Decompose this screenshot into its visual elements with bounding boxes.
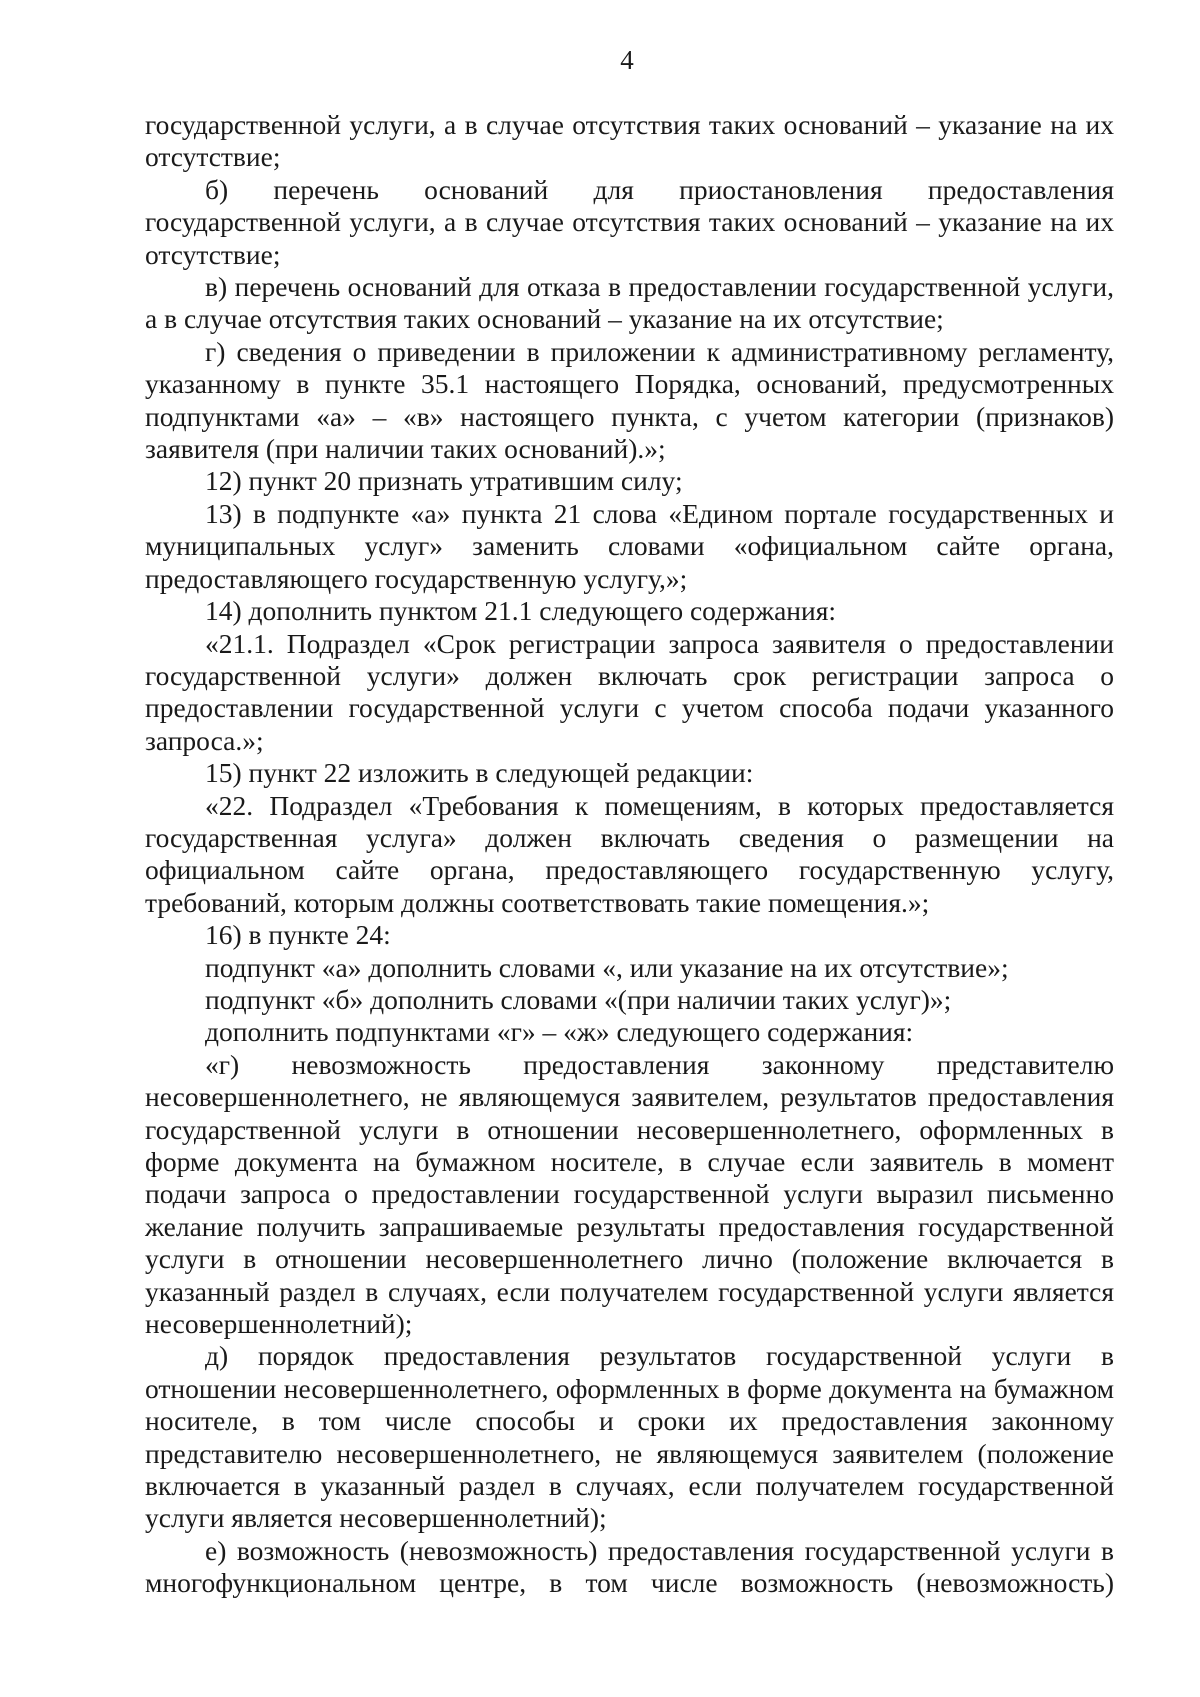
paragraph: «22. Подраздел «Требования к помещениям, в которых предоставляется государственная услуга» должен включать сведения о размещении на официальном сайте органа, предоставляющего государственную услугу, требований, которым должны соответствовать такие помещения.»;: [145, 789, 1114, 918]
paragraph: дополнить подпунктами «г» – «ж» следующего содержания:: [205, 1016, 914, 1048]
paragraph: в) перечень оснований для отказа в предоставлении государственной услуги, а в случае отсутствия таких оснований – указание на их отсутствие;: [145, 271, 1114, 335]
paragraph: 14) дополнить пунктом 21.1 следующего содержания:: [205, 595, 837, 627]
paragraph: 13) в подпункте «а» пункта 21 слова «Едином портале государственных и муниципальных услуг» заменить словами «официальном сайте органа, предоставляющего государственную услугу,»;: [145, 497, 1114, 594]
paragraph: государственной услуги, а в случае отсутствия таких оснований – указание на их отсутствие;: [145, 109, 1114, 173]
paragraph: «г) невозможность предоставления законному представителю несовершеннолетнего, не являющемуся заявителем, результатов предоставления государственной услуги в отношении несовершеннолетнего, оформленных в форме документа на бумажном носителе, в случае если заявитель в момент подачи запроса о предоставлении государственной услуги выразил письменно желание получить запрашиваемые результаты предоставления государственной услуги в отношении несовершеннолетнего лично (положение включается в указанный раздел в случаях, если получателем государственной услуги является несовершеннолетний);: [145, 1048, 1114, 1340]
paragraph: 15) пункт 22 изложить в следующей редакции:: [205, 757, 754, 789]
paragraph: «21.1. Подраздел «Срок регистрации запроса заявителя о предоставлении государственной услуги» должен включать срок регистрации запроса о предоставлении государственной услуги с учетом способа подачи указанного запроса.»;: [145, 627, 1114, 756]
paragraph: б) перечень оснований для приостановления предоставления государственной услуги, а в случае отсутствия таких оснований – указание на их отсутствие;: [145, 173, 1114, 270]
paragraph: 12) пункт 20 признать утратившим силу;: [205, 465, 683, 497]
paragraph: г) сведения о приведении в приложении к административному регламенту, указанному в пункте 35.1 настоящего Порядка, оснований, предусмотренных подпунктами «а» – «в» настоящего пункта, с учетом категории (признаков) заявителя (при наличии таких оснований).»;: [145, 335, 1114, 465]
page-number: 4: [620, 45, 634, 75]
paragraph: подпункт «а» дополнить словами «, или указание на их отсутствие»;: [205, 951, 1009, 983]
document-body: [145, 109, 1114, 1600]
paragraph: е) возможность (невозможность) предоставления государственной услуги в многофункциональном центре, в том числе возможность (невозможность): [145, 1534, 1114, 1599]
paragraph: д) порядок предоставления результатов государственной услуги в отношении несовершеннолетнего, оформленных в форме документа на бумажном носителе, в том числе способы и сроки их предоставления законному представителю несовершеннолетнего, не являющемуся заявителем (положение включается в указанный раздел в случаях, если получателем государственной услуги является несовершеннолетний);: [145, 1340, 1114, 1534]
paragraph: 16) в пункте 24:: [205, 919, 391, 951]
paragraph: подпункт «б» дополнить словами «(при наличии таких услуг)»;: [205, 983, 952, 1015]
